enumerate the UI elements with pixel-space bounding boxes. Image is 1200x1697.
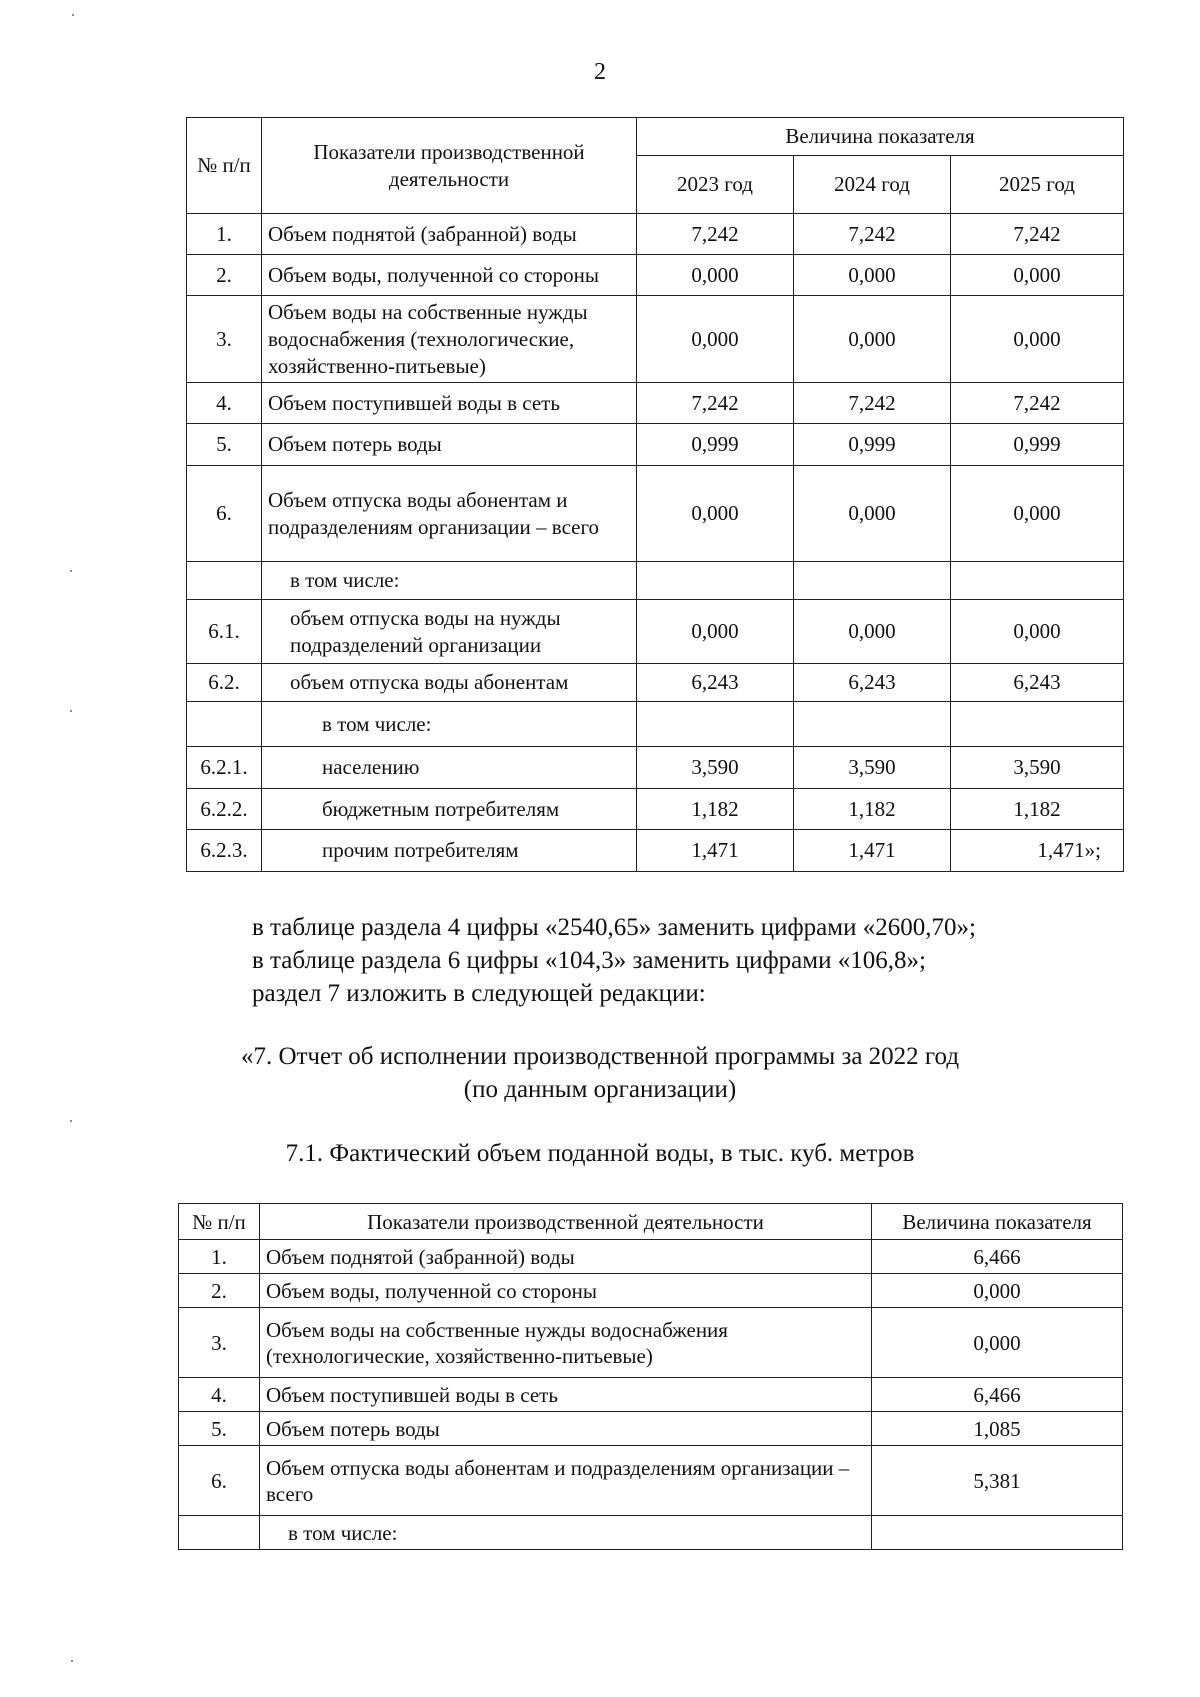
row-name: Объем воды, полученной со стороны [260, 1274, 872, 1308]
value-2023: 0,999 [637, 424, 794, 466]
row-name: в том числе: [262, 702, 637, 747]
value-2025: 0,000 [951, 600, 1124, 664]
row-num: 5. [187, 424, 262, 466]
value-2023: 7,242 [637, 214, 794, 255]
value-2025: 0,000 [951, 255, 1124, 296]
header-name: Показатели производственной деятельности [262, 118, 637, 214]
value-2024: 0,000 [794, 255, 951, 296]
value-2025: 6,243 [951, 664, 1124, 702]
value-2023: 1,182 [637, 789, 794, 830]
header-year-2025: 2025 год [951, 156, 1124, 214]
subsection-title: 7.1. Фактический объем поданной воды, в тыс. куб. метров [285, 1140, 915, 1167]
row-num: 4. [187, 383, 262, 424]
scan-speck [70, 710, 72, 712]
row-name: прочим потребителям [262, 830, 637, 872]
amendment-line: в таблице раздела 6 цифры «104,3» заменить цифрами «106,8»; [252, 947, 926, 974]
value-2025: 0,000 [951, 296, 1124, 383]
row-value: 6,466 [872, 1240, 1123, 1274]
value-2023 [637, 562, 794, 600]
row-value: 1,085 [872, 1412, 1123, 1446]
row-num: 6.2. [187, 664, 262, 702]
value-2024 [794, 702, 951, 747]
table-row [187, 664, 1124, 702]
row-name: объем отпуска воды абонентам [262, 664, 637, 702]
amendment-line: раздел 7 изложить в следующей редакции: [252, 980, 706, 1007]
row-num [187, 702, 262, 747]
section-title-line: (по данным организации) [463, 1076, 737, 1103]
section-title-line: «7. Отчет об исполнении производственной программы за 2022 год [240, 1043, 960, 1070]
value-2025: 0,999 [951, 424, 1124, 466]
row-num: 6. [179, 1446, 260, 1516]
header-value-group: Величина показателя [637, 118, 1124, 156]
row-num [179, 1516, 260, 1550]
row-name: в том числе: [260, 1516, 872, 1550]
table-row [187, 214, 1124, 255]
value-2023: 0,000 [637, 600, 794, 664]
amendment-text [252, 911, 976, 1010]
row-name: Объем потерь воды [260, 1412, 872, 1446]
value-2024: 1,182 [794, 789, 951, 830]
row-name: в том числе: [262, 562, 637, 600]
table-row [179, 1412, 1123, 1446]
row-name: Объем поднятой (забранной) воды [260, 1240, 872, 1274]
scan-speck [71, 1660, 73, 1662]
row-name: населению [262, 747, 637, 789]
table-row [187, 424, 1124, 466]
row-name: Объем воды, полученной со стороны [262, 255, 637, 296]
row-name: Объем поступившей воды в сеть [260, 1378, 872, 1412]
table-row [179, 1378, 1123, 1412]
row-value: 0,000 [872, 1308, 1123, 1378]
row-num: 3. [179, 1308, 260, 1378]
header-num: № п/п [187, 118, 262, 214]
value-2023: 0,000 [637, 296, 794, 383]
row-num: 2. [187, 255, 262, 296]
value-2023: 0,000 [637, 466, 794, 562]
table-row [187, 747, 1124, 789]
value-2023: 1,471 [637, 830, 794, 872]
row-name: Объем поступившей воды в сеть [262, 383, 637, 424]
value-2024: 3,590 [794, 747, 951, 789]
value-2025: 0,000 [951, 466, 1124, 562]
table-row [187, 600, 1124, 664]
value-2024: 7,242 [794, 214, 951, 255]
table-row [179, 1516, 1123, 1550]
row-value: 5,381 [872, 1446, 1123, 1516]
row-value [872, 1516, 1123, 1550]
table-row [179, 1274, 1123, 1308]
header-name: Показатели производственной деятельности [260, 1204, 872, 1240]
value-2024: 7,242 [794, 383, 951, 424]
value-2024: 0,000 [794, 600, 951, 664]
row-num: 3. [187, 296, 262, 383]
header-year-2024: 2024 год [794, 156, 951, 214]
value-2025 [951, 702, 1124, 747]
table-row [187, 466, 1124, 562]
row-num: 4. [179, 1378, 260, 1412]
row-num [187, 562, 262, 600]
table-row [187, 702, 1124, 747]
section-title [0, 1040, 1200, 1106]
value-2023: 0,000 [637, 255, 794, 296]
value-2024 [794, 562, 951, 600]
table-row [179, 1446, 1123, 1516]
header-year-2023: 2023 год [637, 156, 794, 214]
value-2024: 6,243 [794, 664, 951, 702]
header-num: № п/п [179, 1204, 260, 1240]
value-2025: 1,471»; [951, 830, 1124, 872]
row-num: 5. [179, 1412, 260, 1446]
table-row [187, 789, 1124, 830]
row-num: 6.2.2. [187, 789, 262, 830]
row-name: бюджетным потребителям [262, 789, 637, 830]
row-name: Объем потерь воды [262, 424, 637, 466]
value-2025: 1,182 [951, 789, 1124, 830]
row-name: Объем поднятой (забранной) воды [262, 214, 637, 255]
scan-speck [72, 14, 74, 16]
table-row [187, 383, 1124, 424]
value-2024: 0,999 [794, 424, 951, 466]
value-2025: 7,242 [951, 214, 1124, 255]
header-value: Величина показателя [872, 1204, 1123, 1240]
table-row [187, 255, 1124, 296]
row-num: 2. [179, 1274, 260, 1308]
table-row [179, 1240, 1123, 1274]
page-number: 2 [594, 59, 606, 85]
row-num: 6.2.1. [187, 747, 262, 789]
value-2025 [951, 562, 1124, 600]
row-name: Объем отпуска воды абонентам и подразделениям организации – всего [260, 1446, 872, 1516]
row-num: 6. [187, 466, 262, 562]
row-name: Объем воды на собственные нужды водоснабжения (технологические, хозяйственно-питьевые) [262, 296, 637, 383]
table-row [179, 1308, 1123, 1378]
row-value: 6,466 [872, 1378, 1123, 1412]
value-2023: 6,243 [637, 664, 794, 702]
value-2023: 3,590 [637, 747, 794, 789]
production-indicators-table [186, 117, 1124, 872]
value-2023: 7,242 [637, 383, 794, 424]
scan-speck [70, 1120, 72, 1122]
amendment-line: в таблице раздела 4 цифры «2540,65» заменить цифрами «2600,70»; [252, 914, 976, 941]
table-row [187, 830, 1124, 872]
value-2024: 0,000 [794, 296, 951, 383]
actual-water-volume-table [178, 1203, 1123, 1550]
table-row [187, 562, 1124, 600]
row-value: 0,000 [872, 1274, 1123, 1308]
value-2024: 0,000 [794, 466, 951, 562]
row-name: объем отпуска воды на нужды подразделений организации [262, 600, 637, 664]
table-row [187, 296, 1124, 383]
value-2025: 7,242 [951, 383, 1124, 424]
value-2023 [637, 702, 794, 747]
row-num: 1. [187, 214, 262, 255]
scan-speck [70, 570, 72, 572]
row-num: 1. [179, 1240, 260, 1274]
row-name: Объем отпуска воды абонентам и подразделениям организации – всего [262, 466, 637, 562]
value-2024: 1,471 [794, 830, 951, 872]
row-name: Объем воды на собственные нужды водоснабжения (технологические, хозяйственно-питьевые) [260, 1308, 872, 1378]
row-num: 6.1. [187, 600, 262, 664]
value-2025: 3,590 [951, 747, 1124, 789]
row-num: 6.2.3. [187, 830, 262, 872]
